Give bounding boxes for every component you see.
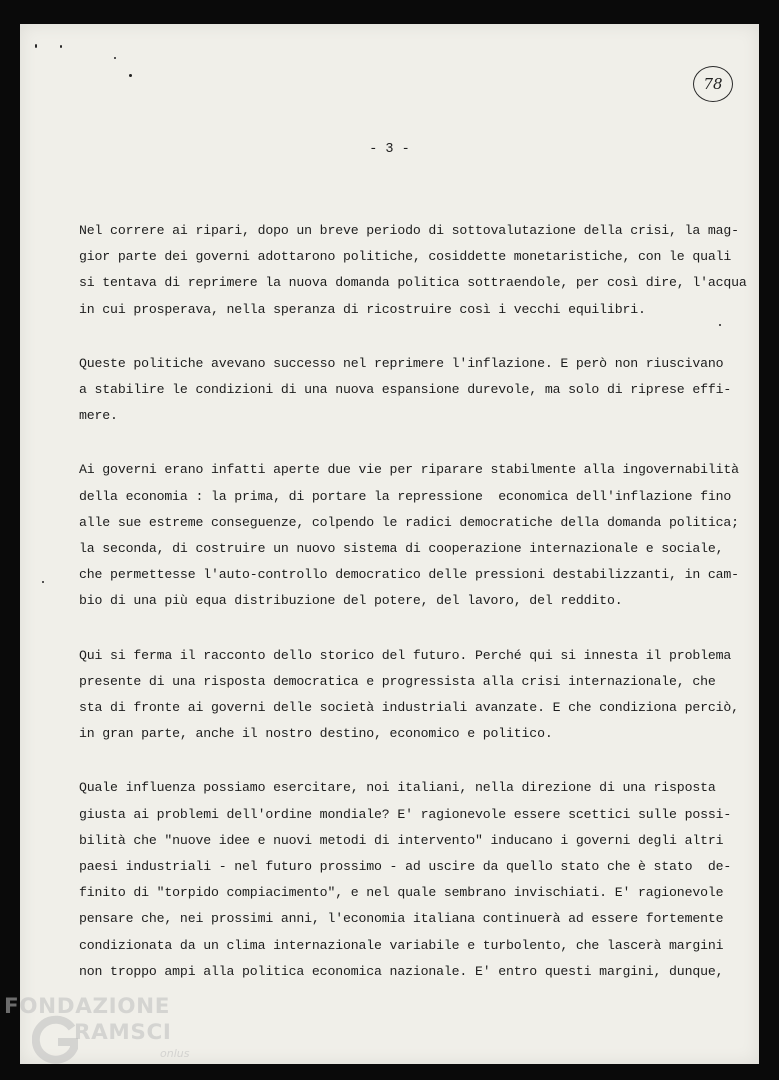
text-line: si tentava di reprimere la nuova domanda politica sottraendole, per così dire, l'acqua xyxy=(79,275,747,291)
text-line: finito di "torpido compiacimento", e nel quale sembrano invischiati. E' ragionevole xyxy=(79,885,724,901)
paper-speck xyxy=(129,74,132,77)
text-line: della economia : la prima, di portare la repressione economica dell'inflazione fino xyxy=(79,488,732,504)
text-line: in gran parte, anche il nostro destino, economico e politico. xyxy=(79,726,553,742)
paper-speck xyxy=(35,44,37,48)
text-line: Queste politiche avevano successo nel reprimere l'inflazione. E però non riuscivano xyxy=(79,355,724,371)
document-body xyxy=(79,218,747,1013)
watermark-line2: RAMSCI xyxy=(74,1020,172,1045)
text-line: bio di una più equa distribuzione del potere, del lavoro, del reddito. xyxy=(79,593,623,609)
paragraph-4 xyxy=(79,643,739,748)
text-line: a stabilire le condizioni di una nuova espansione durevole, ma solo di riprese effi- xyxy=(79,382,732,398)
paragraph-2 xyxy=(79,351,732,430)
text-line: gior parte dei governi adottarono politiche, cosiddette monetaristiche, con le quali xyxy=(79,249,732,265)
text-line: giusta ai problemi dell'ordine mondiale? E' ragionevole essere scettici sulle possi- xyxy=(79,806,732,822)
text-line: sta di fronte ai governi delle società industriali avanzate. E che condiziona perciò, xyxy=(79,700,739,716)
g-logo-icon xyxy=(32,1014,80,1066)
paragraph-3 xyxy=(79,457,739,614)
text-line: la seconda, di costruire un nuovo sistema di cooperazione internazionale e sociale, xyxy=(79,541,724,557)
text-line: condizionata da un clima internazionale variabile e turbolento, che lascerà margini xyxy=(79,937,724,953)
paragraph-5 xyxy=(79,775,732,985)
fondazione-gramsci-watermark xyxy=(4,994,204,1076)
paper-speck xyxy=(60,45,62,48)
text-line: in cui prosperava, nella speranza di ricostruire così i vecchi equilibri. xyxy=(79,301,646,317)
text-line: non troppo ampi alla politica economica nazionale. E' entro questi margini, dunque, xyxy=(79,963,724,979)
text-line: bilità che "nuove idee e nuovi metodi di intervento" inducano i governi degli altri xyxy=(79,832,724,848)
text-line: presente di una risposta democratica e progressista alla crisi internazionale, che xyxy=(79,673,716,689)
text-line: alle sue estreme conseguenze, colpendo le radici democratiche della domanda politica; xyxy=(79,514,739,530)
text-line: Nel correre ai ripari, dopo un breve periodo di sottovalutazione della crisi, la mag- xyxy=(79,223,739,238)
paragraph-1 xyxy=(79,218,747,323)
archive-number-stamp xyxy=(693,66,733,102)
archive-number: 78 xyxy=(703,75,723,93)
text-line: paesi industriali - nel futuro prossimo - ad uscire da quello stato che è stato de- xyxy=(79,859,732,875)
paper-speck xyxy=(114,57,116,59)
watermark-suffix: onlus xyxy=(160,1047,190,1060)
text-line: Ai governi erano infatti aperte due vie per riparare stabilmente alla ingovernabilità xyxy=(79,462,739,478)
page-number: - 3 - xyxy=(369,142,410,157)
text-line: Qui si ferma il racconto dello storico del futuro. Perché qui si innesta il problema xyxy=(79,647,732,663)
text-line: mere. xyxy=(79,408,118,424)
paper-speck xyxy=(42,581,44,583)
text-line: pensare che, nei prossimi anni, l'economia italiana continuerà ad essere fortemente xyxy=(79,911,724,927)
watermark-line1: FONDAZIONE xyxy=(4,994,170,1019)
text-line: Quale influenza possiamo esercitare, noi italiani, nella direzione di una risposta xyxy=(79,780,716,796)
text-line: che permettesse l'auto-controllo democratico delle pressioni destabilizzanti, in cam- xyxy=(79,567,739,583)
